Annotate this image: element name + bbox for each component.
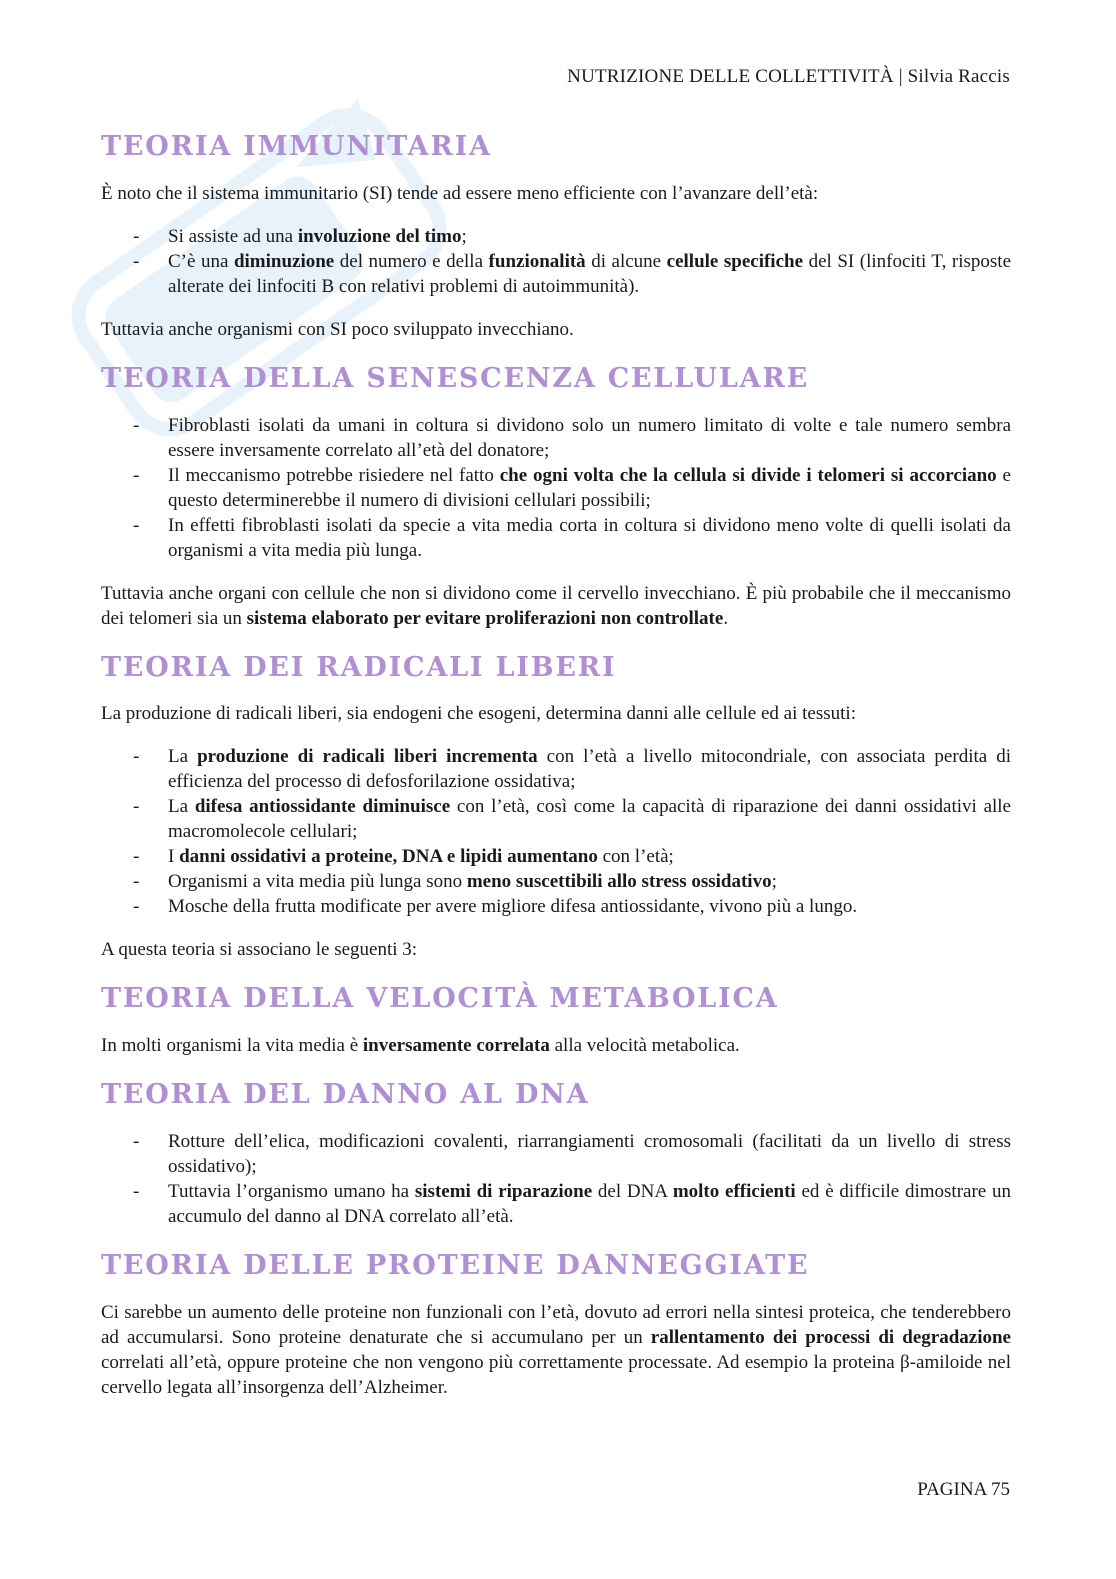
bullet-list	[101, 224, 1011, 299]
section-heading: TEORIA DEI RADICALI LIBERI	[101, 651, 617, 683]
list-item: - La produzione di radicali liberi incrementa con l’età a livello mitocondriale, con associata perdita di efficienza del processo di defosforilazione ossidativa;	[133, 746, 1012, 793]
list-item: - Mosche della frutta modificate per avere migliore difesa antiossidante, vivono più a lungo.	[133, 896, 858, 918]
section-heading: TEORIA DELLE PROTEINE DANNEGGIATE	[101, 1249, 810, 1281]
list-item: - I danni ossidativi a proteine, DNA e lipidi aumentano con l’età;	[133, 846, 674, 868]
list-item: - Si assiste ad una involuzione del timo;	[133, 225, 467, 247]
section-heading: TEORIA IMMUNITARIA	[101, 131, 492, 162]
page-header: NUTRIZIONE DELLE COLLETTIVITÀ | Silvia Raccis	[567, 66, 1010, 87]
list-item: - Il meccanismo potrebbe risiedere nel fatto che ogni volta che la cellula si divide i telomeri si accorciano e questo determinerebbe il numero di divisioni cellulari possibili;	[133, 464, 1011, 511]
section-intro: La produzione di radicali liberi, sia endogeni che esogeni, determina danni alle cellule ed ai tessuti:	[101, 703, 856, 725]
section-heading: TEORIA DEL DANNO AL DNA	[101, 1079, 590, 1111]
bullet-list	[101, 744, 1011, 919]
document-body	[101, 128, 1011, 1418]
section-heading: TEORIA DELLA SENESCENZA CELLULARE	[101, 362, 810, 394]
list-item: - Tuttavia l’organismo umano ha sistemi di riparazione del DNA molto efficienti ed è difficile dimostrare un accumulo del danno al DNA correlato all’età.	[133, 1180, 1012, 1227]
section-outro: Tuttavia anche organi con cellule che non si dividono come il cervello invecchiano. È più probabile che il meccanismo dei telomeri sia un sistema elaborato per evitare proliferazioni non controllate.	[101, 582, 1011, 629]
section-intro: È noto che il sistema immunitario (SI) tende ad essere meno efficiente con l’avanzare dell’età:	[101, 182, 819, 204]
list-item: - In effetti fibroblasti isolati da specie a vita media corta in coltura si dividono meno volte di quelli isolati da organismi a vita media più lunga.	[133, 514, 1011, 561]
bullet-list	[101, 1129, 1011, 1229]
section-paragraph: In molti organismi la vita media è inversamente correlata alla velocità metabolica.	[101, 1035, 740, 1057]
list-item: - C’è una diminuzione del numero e della funzionalità di alcune cellule specifiche del SI (linfociti T, risposte alterate dei linfociti B con relativi problemi di autoimmunità).	[133, 250, 1012, 297]
page-number: PAGINA 75	[917, 1479, 1010, 1500]
list-item: - Rotture dell’elica, modificazioni covalenti, riarrangiamenti cromosomali (facilitati da un livello di stress ossidativo);	[133, 1130, 1011, 1177]
section-paragraph: Ci sarebbe un aumento delle proteine non funzionali con l’età, dovuto ad errori nella sintesi proteica, che tenderebbero ad accumularsi. Sono proteine denaturate che si accumulano per un rallentamento dei processi di degradazione correlati all’età, oppure proteine che non vengono più correttamente processate. Ad esempio la proteina β-amiloide nel cervello legata all’insorgenza dell’Alzheimer.	[101, 1301, 1011, 1398]
bullet-list	[101, 413, 1011, 563]
list-item: - Organismi a vita media più lunga sono meno suscettibili allo stress ossidativo;	[133, 871, 777, 893]
section-heading: TEORIA DELLA VELOCITÀ METABOLICA	[101, 983, 779, 1015]
list-item: - Fibroblasti isolati da umani in coltura si dividono solo un numero limitato di volte e tale numero sembra essere inversamente correlato all’età del donatore;	[133, 414, 1011, 461]
section-outro: Tuttavia anche organismi con SI poco sviluppato invecchiano.	[101, 318, 574, 340]
list-item: - La difesa antiossidante diminuisce con l’età, così come la capacità di riparazione dei danni ossidativi alle macromolecole cellulari;	[133, 796, 1011, 843]
section-outro: A questa teoria si associano le seguenti 3:	[101, 939, 418, 961]
